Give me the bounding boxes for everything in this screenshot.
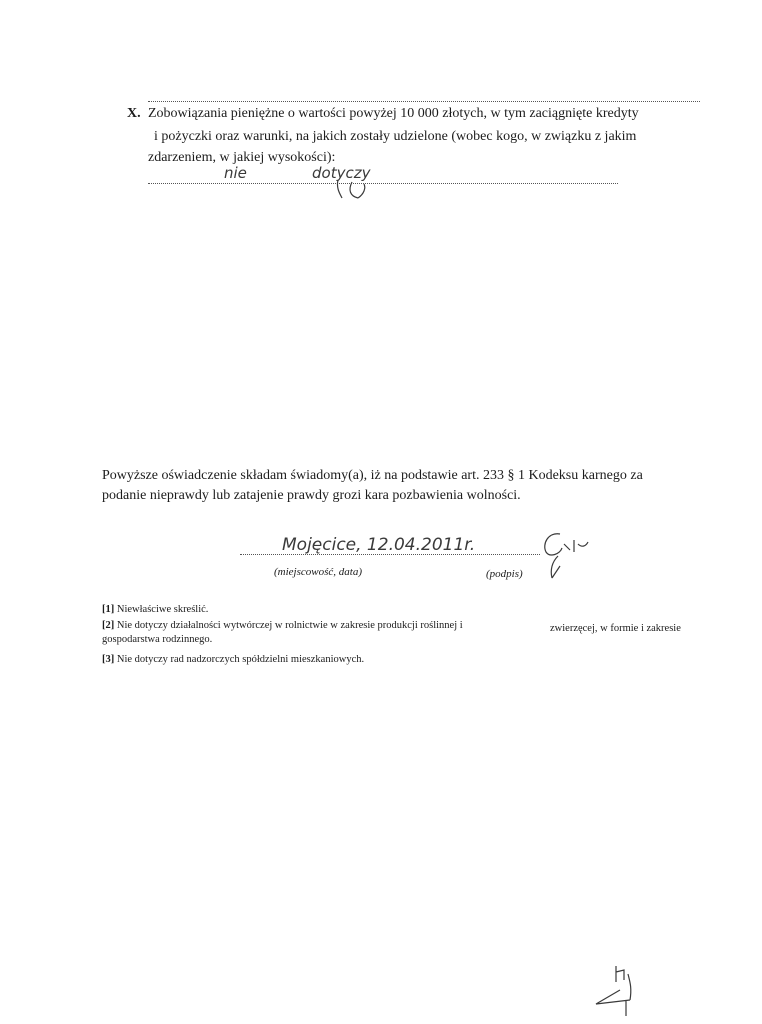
answer-dotted-line — [148, 183, 618, 184]
answer-handwriting-word-1: nie — [224, 164, 247, 182]
handwritten-initials — [586, 960, 646, 1020]
footnote-2-text-continuation: gospodarstwa rodzinnego. — [102, 634, 213, 645]
footnote-2-marker: [2] — [102, 620, 115, 631]
answer-handwriting-flourish — [330, 178, 380, 202]
place-date-caption: (miejscowość, data) — [274, 566, 362, 578]
declaration-line-1: Powyższe oświadczenie składam świadomy(a), iż na podstawie art. 233 § 1 Kodeksu karnego za — [102, 468, 643, 483]
section-text-line-3: zdarzeniem, w jakiej wysokości): — [148, 150, 336, 165]
handwritten-signature — [530, 526, 600, 586]
footnote-1-text: Niewłaściwe skreślić. — [116, 604, 209, 615]
signature-caption: (podpis) — [486, 568, 523, 580]
footnote-2 — [102, 619, 463, 632]
place-date-handwriting: Mojęcice, 12.04.2011r. — [282, 535, 476, 555]
section-number: X. — [127, 106, 141, 121]
section-text-line-2: i pożyczki oraz warunki, na jakich zostały udzielone (wobec kogo, w związku z jakim — [154, 129, 637, 144]
answer-field — [148, 166, 618, 186]
footnote-2-text-right: zwierzęcej, w formie i zakresie — [550, 623, 681, 634]
declaration-line-2: podanie nieprawdy lub zatajenie prawdy grozi kara pozbawienia wolności. — [102, 488, 521, 503]
section-text-line-1: Zobowiązania pieniężne o wartości powyżej 10 000 złotych, w tym zaciągnięte kredyty — [148, 106, 639, 121]
footnote-2-text: Nie dotyczy działalności wytwórczej w rolnictwie w zakresie produkcji roślinnej i — [116, 620, 463, 631]
top-dotted-line — [148, 101, 700, 102]
footnote-1-marker: [1] — [102, 604, 115, 615]
footnote-3-text: Nie dotyczy rad nadzorczych spółdzielni mieszkaniowych. — [116, 654, 365, 665]
answer-handwriting-word-2: dotyczy — [312, 164, 371, 182]
footnote-3-marker: [3] — [102, 654, 115, 665]
footnote-3 — [102, 653, 364, 666]
footnote-1 — [102, 603, 208, 616]
